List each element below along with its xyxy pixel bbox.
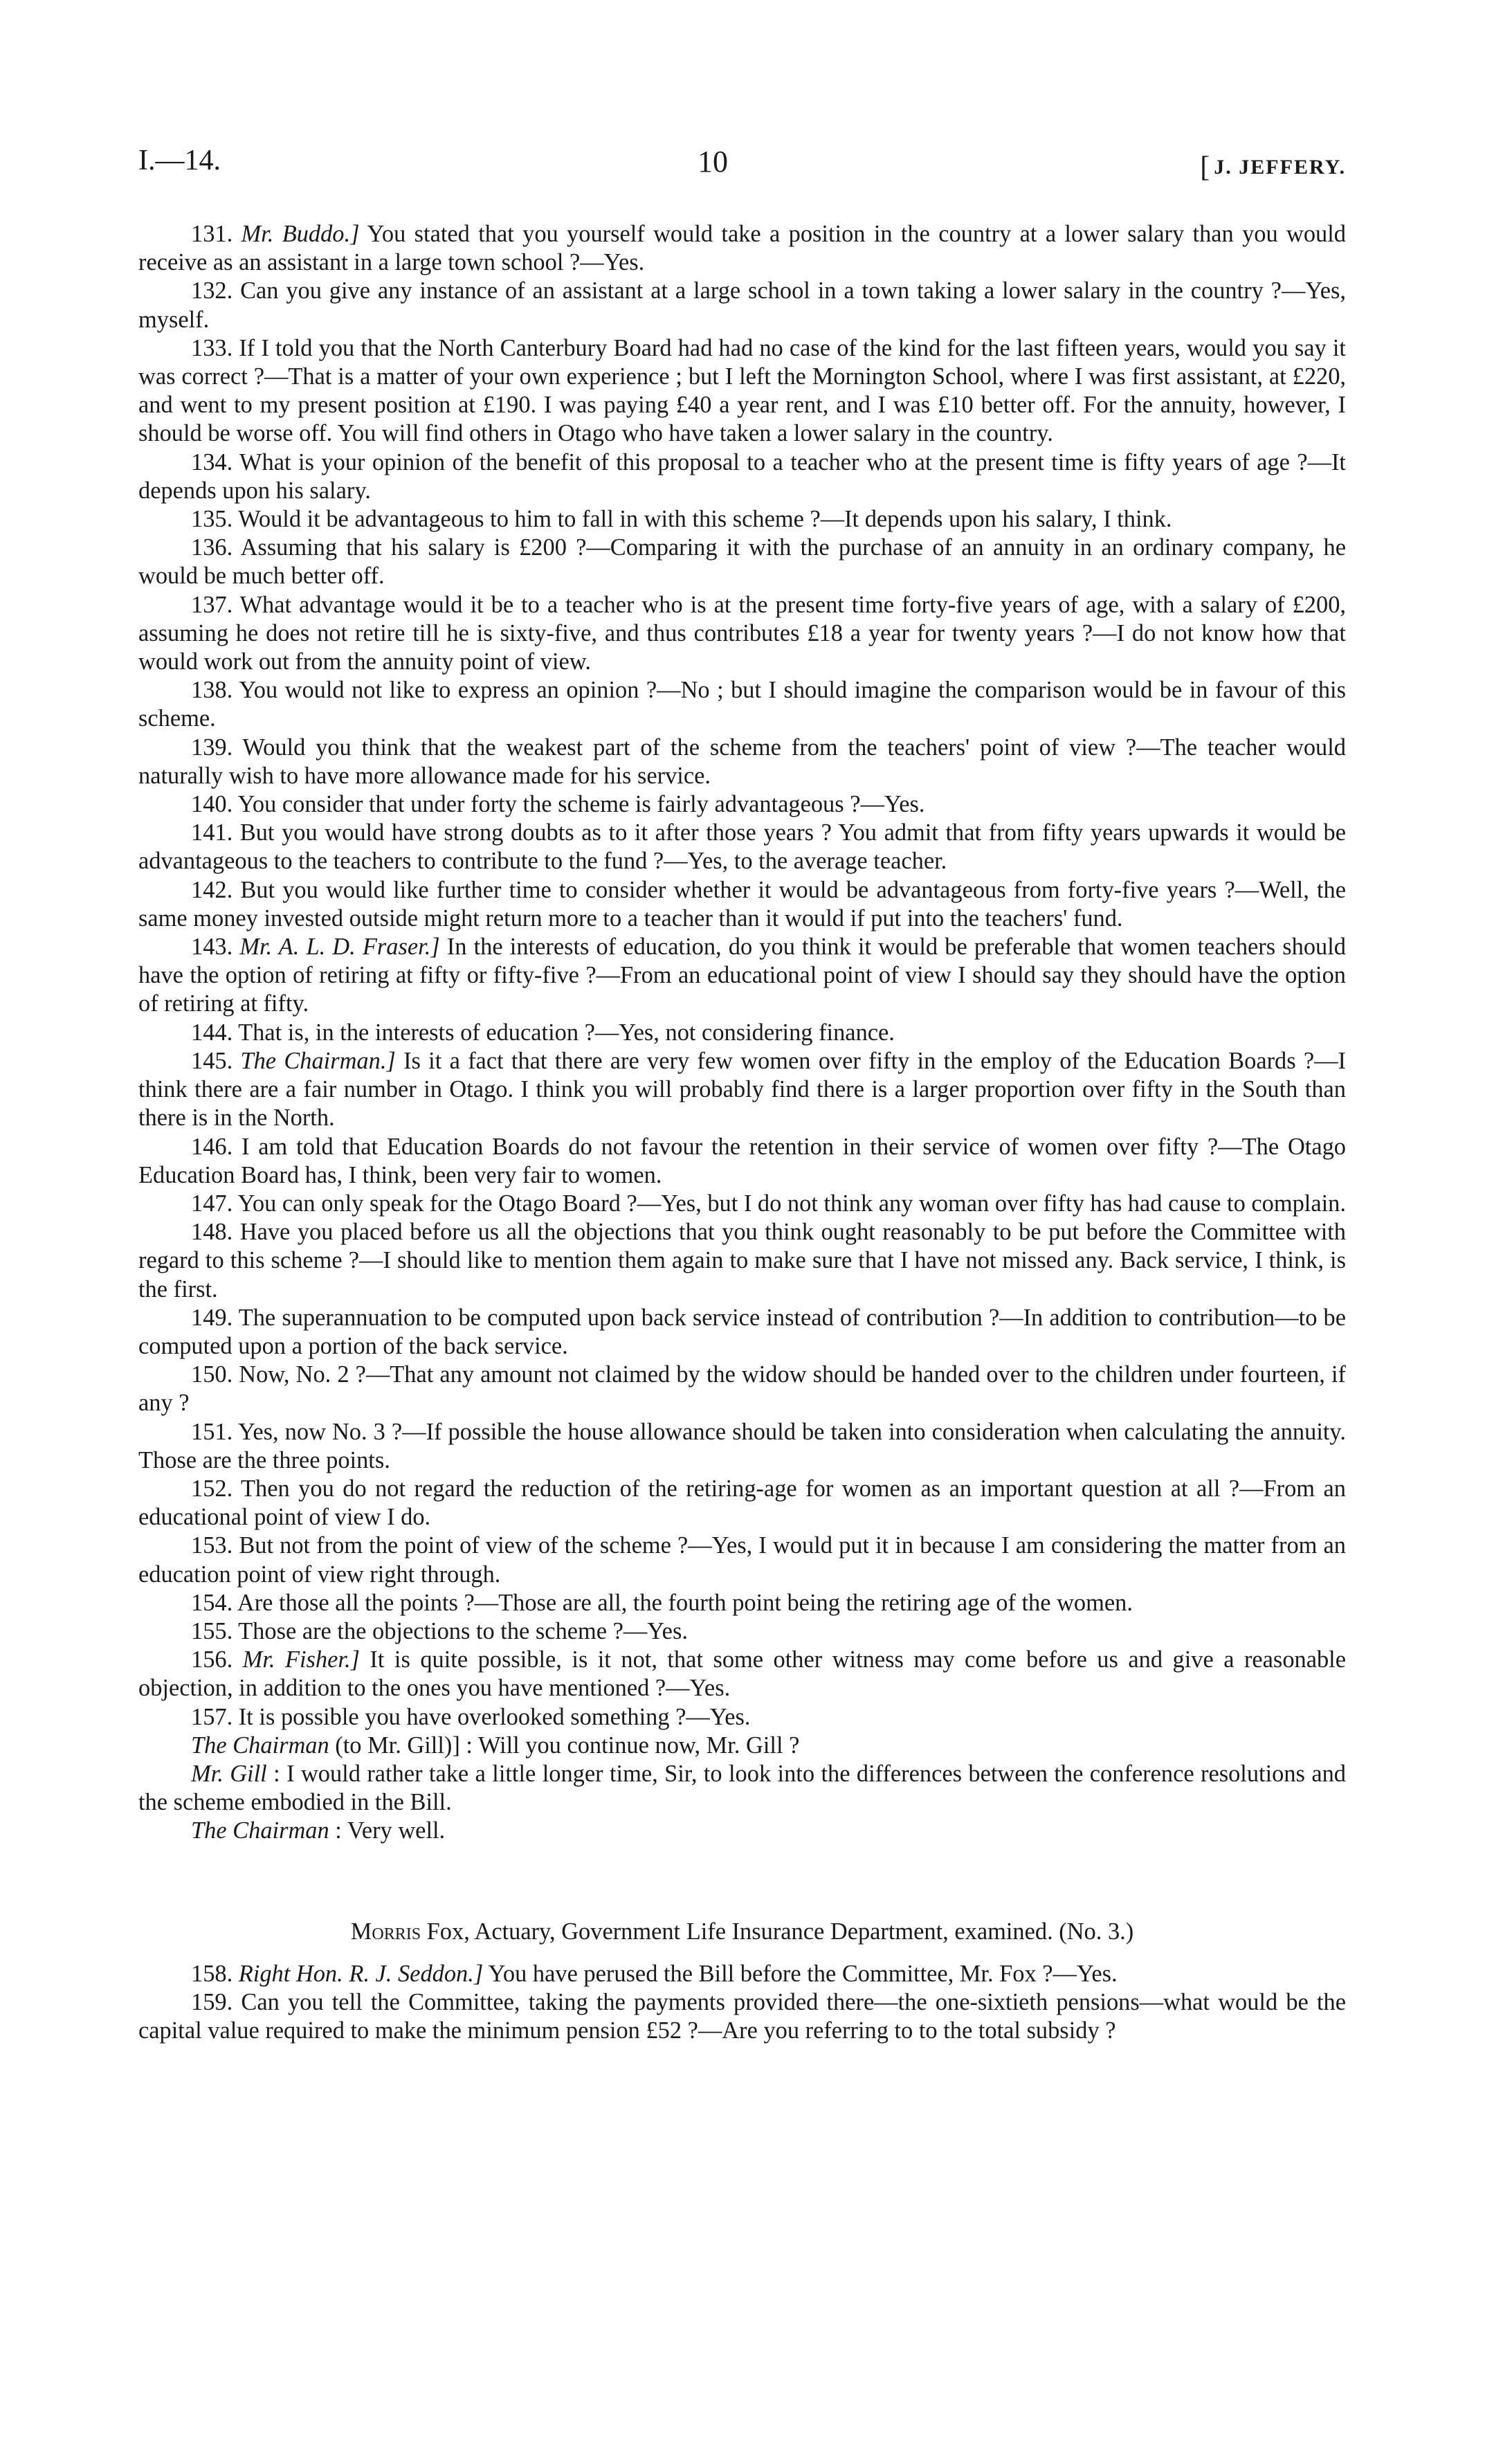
question-number: 148. [191, 1219, 233, 1246]
paragraph-text: That is, in the interests of education ?—Yes, not considering finance. [238, 1019, 895, 1046]
paragraph-text: You have perused the Bill before the Committee, Mr. Fox ?—Yes. [483, 1960, 1118, 1987]
question-paragraph [138, 1418, 1346, 1475]
paragraph-text: Can you give any instance of an assistant at a large school in a town taking a lower salary in the country ?—Yes, myself. [138, 278, 1346, 333]
witness-heading-text: Fox, Actuary, Government Life Insurance Department, examined. (No. 3.) [421, 1918, 1134, 1945]
question-number: 159. [191, 1988, 233, 2015]
question-paragraph [138, 277, 1346, 334]
paragraph-text: Would it be advantageous to him to fall in with this scheme ?—It depends upon his salary, I think. [238, 506, 1172, 533]
question-number: 157. [191, 1703, 233, 1730]
question-number: 144. [191, 1019, 233, 1046]
paragraph-text: You would not like to express an opinion ?—No ; but I should imagine the comparison would be in favour of this scheme. [138, 677, 1346, 732]
question-number: 133. [191, 334, 233, 361]
question-number: 131. [191, 221, 233, 247]
question-paragraph [138, 676, 1346, 733]
question-number: 156. [191, 1646, 233, 1673]
question-number: 154. [191, 1589, 233, 1616]
question-number: 140. [191, 791, 233, 818]
question-paragraph [138, 1703, 1346, 1732]
question-number: 138. [191, 677, 233, 704]
question-paragraph [138, 1646, 1346, 1702]
speaker-name: The Chairman.] [240, 1047, 396, 1074]
page-number: 10 [698, 145, 728, 179]
paragraph-text: Now, No. 2 ?—That any amount not claimed by the widow should be handed over to the children under fourteen, if any ? [138, 1361, 1346, 1417]
question-number: 139. [191, 734, 233, 761]
paragraph-text: You can only speak for the Otago Board ?—Yes, but I do not think any woman over fifty has had cause to complain. [237, 1190, 1346, 1217]
paper-reference: I.—14. [138, 145, 221, 176]
question-paragraph [138, 220, 1346, 277]
question-number: 136. [191, 534, 233, 561]
question-paragraph [138, 505, 1346, 534]
speaker-name: Mr. Fisher.] [242, 1646, 360, 1673]
question-number: 143. [191, 934, 233, 961]
paragraph-text: Is it a fact that there are very few women over fifty in the employ of the Education Boards ?—I think there are a fair number in Otago. I think you will probably find there is a larger proportion over fifty in the South than there is in the North. [138, 1047, 1346, 1132]
testimony-block-1 [138, 220, 1346, 1846]
question-paragraph [138, 534, 1346, 590]
question-number: 149. [191, 1304, 233, 1331]
paragraph-text: But not from the point of view of the scheme ?—Yes, I would put it in because I am considering the matter from an education point of view right through. [138, 1532, 1346, 1588]
question-paragraph [138, 1988, 1346, 2045]
speaker-name: The Chairman [191, 1732, 329, 1759]
speaker-name: Mr. A. L. D. Fraser.] [239, 934, 440, 961]
paragraph-text: What is your opinion of the benefit of this proposal to a teacher who at the present time is fifty years of age ?—It depends upon his salary. [138, 448, 1346, 504]
question-number: 134. [191, 448, 233, 475]
speaker-name: Right Hon. R. J. Seddon.] [238, 1960, 484, 1987]
question-paragraph [138, 1732, 1346, 1760]
header-bracket: [ [1200, 152, 1212, 183]
question-paragraph [138, 1190, 1346, 1218]
question-paragraph [138, 1960, 1346, 1988]
paragraph-text: The superannuation to be computed upon back service instead of contribution ?—In addition to contribution—to be computed upon a portion of the back service. [138, 1304, 1346, 1359]
paragraph-text: Then you do not regard the reduction of the retiring-age for women as an important question at all ?—From an educational point of view I do. [138, 1475, 1346, 1531]
question-paragraph [138, 734, 1346, 790]
testimony-body [138, 220, 1346, 2045]
page-header [138, 144, 1346, 185]
paragraph-text: It is quite possible, is it not, that some other witness may come before us and give a reasonable objection, in addition to the ones you have mentioned ?—Yes. [138, 1646, 1346, 1702]
question-number: 155. [191, 1617, 233, 1644]
question-paragraph [138, 1760, 1346, 1817]
paragraph-text: : I would rather take a little longer time, Sir, to look into the differences between the conference resolutions and the scheme embodied in the Bill. [138, 1760, 1346, 1816]
question-number: 153. [191, 1532, 233, 1559]
paragraph-text: It is possible you have overlooked something ?—Yes. [238, 1703, 751, 1730]
paragraph-text: Have you placed before us all the objections that you think ought reasonably to be put before the Committee with regard to this scheme ?—I should like to mention them again to make sure that I have not missed any. Back service, I think, is the first. [138, 1219, 1347, 1302]
question-paragraph [138, 819, 1346, 875]
paragraph-text: In the interests of education, do you think it would be preferable that women teachers should have the option of retiring at fifty or fifty-five ?—From an educational point of view I should say they should have the option of retiring at fifty. [138, 934, 1346, 1017]
paragraph-text: Can you tell the Committee, taking the payments provided there—the one-sixtieth pensions—what would be the capital value required to make the minimum pension £52 ?—Are you referring to to the total subsidy ? [138, 1988, 1346, 2044]
paragraph-text: But you would have strong doubts as to it after those years ? You admit that from fifty years upwards it would be advantageous to the teachers to contribute to the fund ?—Yes, to the average teacher. [138, 819, 1346, 875]
question-number: 145. [191, 1047, 233, 1074]
question-paragraph [138, 1133, 1346, 1190]
witness-heading [138, 1918, 1346, 1946]
paragraph-text: Assuming that his salary is £200 ?—Comparing it with the purchase of an annuity in an ordinary company, he would be much better off. [138, 534, 1347, 590]
paragraph-text: But you would like further time to consider whether it would be advantageous from forty-five years ?—Well, the same money invested outside might return more to a teacher than it would if put into the teachers' fund. [138, 876, 1346, 932]
question-number: 150. [191, 1361, 233, 1388]
witness-running-head-text: J. JEFFERY. [1214, 156, 1346, 179]
question-paragraph [138, 591, 1346, 677]
paragraph-text: (to Mr. Gill)] : Will you continue now, Mr. Gill ? [329, 1732, 800, 1759]
question-paragraph [138, 1817, 1346, 1845]
question-number: 142. [191, 876, 233, 903]
speaker-name: The Chairman [191, 1817, 329, 1844]
speaker-name: Mr. Gill [191, 1760, 267, 1787]
question-number: 147. [191, 1190, 233, 1217]
question-paragraph [138, 790, 1346, 819]
question-paragraph [138, 448, 1346, 505]
question-paragraph [138, 1019, 1346, 1047]
question-paragraph [138, 1532, 1346, 1588]
question-paragraph [138, 334, 1346, 448]
paragraph-text: Would you think that the weakest part of the scheme from the teachers' point of view ?—The teacher would naturally wish to have more allowance made for his service. [138, 734, 1346, 789]
question-number: 135. [191, 506, 233, 533]
paragraph-text: If I told you that the North Canterbury Board had had no case of the kind for the last fifteen years, would you say it was correct ?—That is a matter of your own experience ; but I left the Mornington School, where I was first assistant, at £220, and went to my present position at £190. I was paying £40 a year rent, and I was £10 better off. For the annuity, however, I should be worse off. You will find others in Otago who have taken a lower salary in the country. [138, 334, 1346, 447]
paragraph-text: : Very well. [329, 1817, 446, 1844]
question-paragraph [138, 1617, 1346, 1646]
paragraph-text: You consider that under forty the scheme is fairly advantageous ?—Yes. [237, 791, 925, 818]
question-paragraph [138, 1218, 1346, 1304]
question-paragraph [138, 1304, 1346, 1361]
question-paragraph [138, 1475, 1346, 1532]
question-number: 141. [191, 819, 233, 846]
question-number: 151. [191, 1418, 233, 1445]
question-paragraph [138, 1589, 1346, 1617]
question-paragraph [138, 1047, 1346, 1133]
paragraph-text: You stated that you yourself would take a position in the country at a lower salary than you would receive as an assistant in a large town school ?—Yes. [138, 221, 1346, 276]
witness-running-head [1200, 148, 1346, 181]
testimony-block-2 [138, 1960, 1346, 2046]
question-paragraph [138, 933, 1346, 1019]
witness-first-name: Morris [350, 1918, 421, 1945]
question-number: 146. [191, 1133, 233, 1160]
paragraph-text: What advantage would it be to a teacher who is at the present time forty-five years of age, with a salary of £200, assuming he does not retire till he is sixty-five, and thus contributes £18 a year for twenty years ?—I do not know how that would work out from the annuity point of view. [138, 591, 1346, 675]
question-number: 158. [191, 1960, 233, 1987]
question-number: 152. [191, 1475, 233, 1502]
paragraph-text: Are those all the points ?—Those are all, the fourth point being the retiring age of the women. [237, 1589, 1133, 1616]
paragraph-text: Yes, now No. 3 ?—If possible the house allowance should be taken into consideration when calculating the annuity. Those are the three points. [138, 1418, 1346, 1473]
paragraph-text: I am told that Education Boards do not favour the retention in their service of women over fifty ?—The Otago Education Board has, I think, been very fair to women. [138, 1133, 1346, 1188]
question-paragraph [138, 876, 1346, 933]
speaker-name: Mr. Buddo.] [241, 221, 360, 247]
question-paragraph [138, 1361, 1346, 1417]
question-number: 137. [191, 591, 233, 618]
section-gap [138, 1846, 1346, 1918]
paragraph-text: Those are the objections to the scheme ?—Yes. [238, 1617, 688, 1644]
question-number: 132. [191, 278, 233, 305]
